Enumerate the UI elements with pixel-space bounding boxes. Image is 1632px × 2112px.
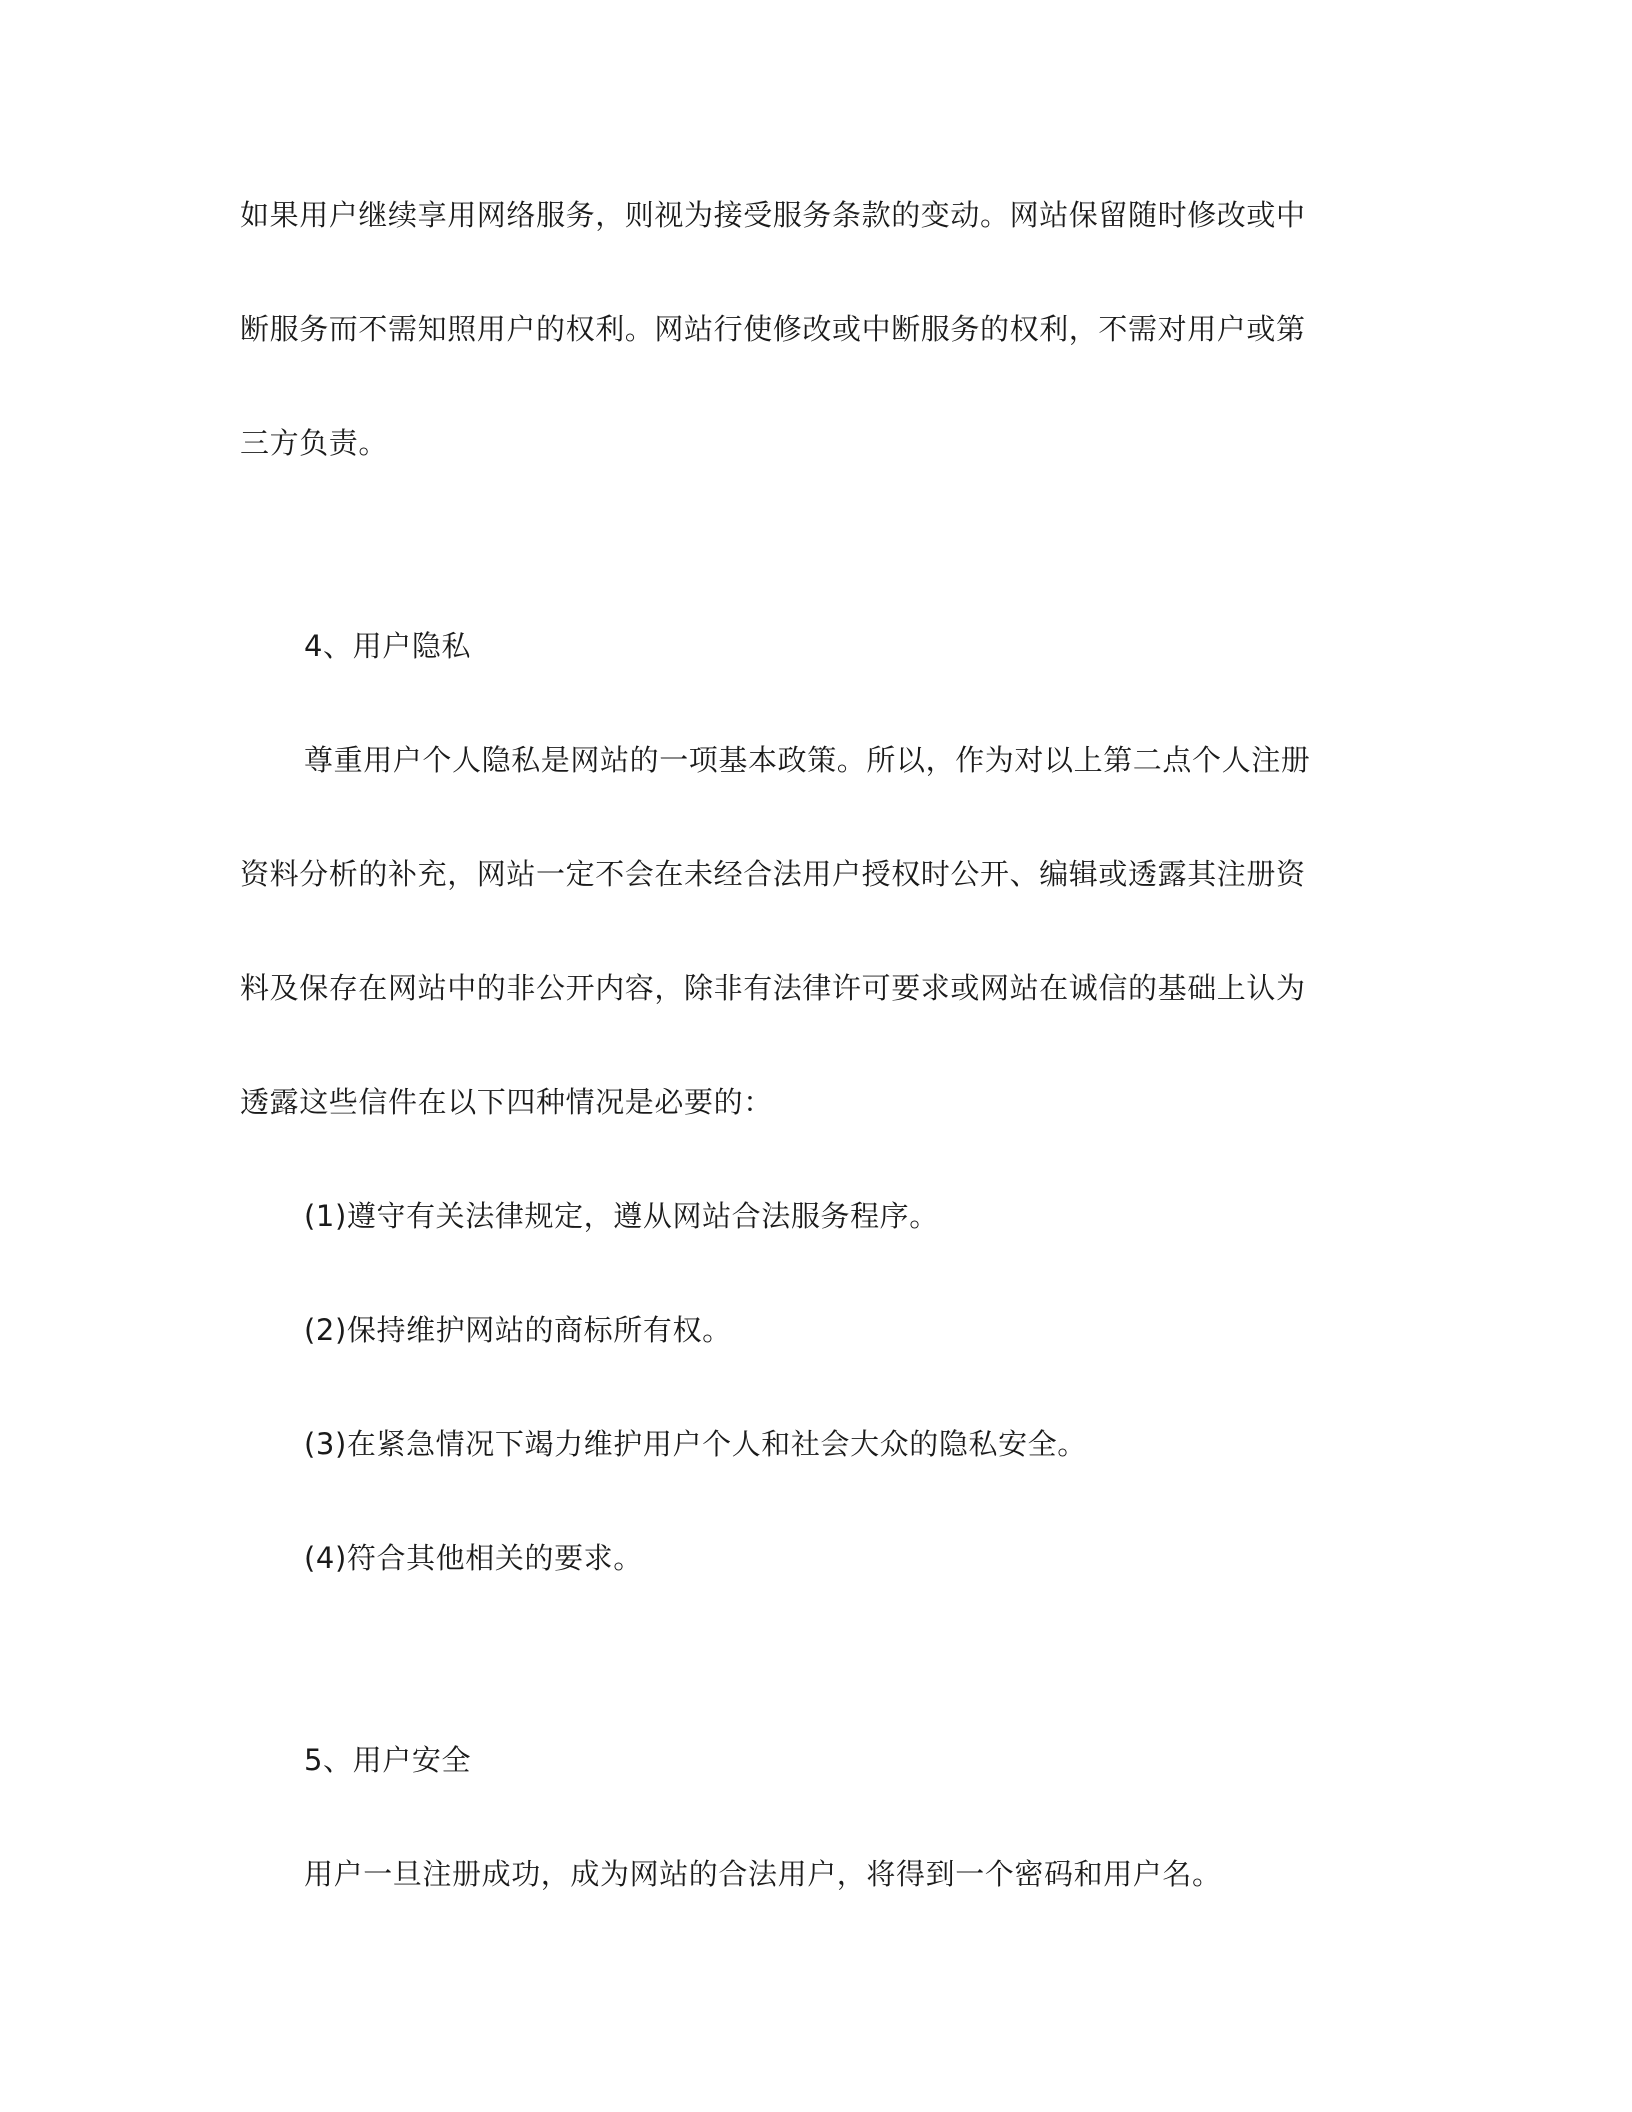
list-item: (1)遵守有关法律规定，遵从网站合法服务程序。 — [304, 1199, 939, 1233]
section-heading: 5、用户安全 — [304, 1743, 472, 1777]
paragraph-line: 三方负责。 — [240, 426, 389, 460]
paragraph-line: 如果用户继续享用网络服务，则视为接受服务条款的变动。网站保留随时修改或中 — [240, 198, 1306, 232]
paragraph-line: 尊重用户个人隐私是网站的一项基本政策。所以，作为对以上第二点个人注册 — [304, 743, 1311, 777]
paragraph-line: 料及保存在网站中的非公开内容，除非有法律许可要求或网站在诚信的基础上认为 — [240, 971, 1306, 1005]
list-item: (2)保持维护网站的商标所有权。 — [304, 1313, 732, 1347]
list-item: (4)符合其他相关的要求。 — [304, 1541, 643, 1575]
paragraph-line: 透露这些信件在以下四种情况是必要的： — [240, 1085, 773, 1119]
list-item: (3)在紧急情况下竭力维护用户个人和社会大众的隐私安全。 — [304, 1427, 1087, 1461]
paragraph-line: 资料分析的补充，网站一定不会在未经合法用户授权时公开、编辑或透露其注册资 — [240, 857, 1306, 891]
paragraph-line: 断服务而不需知照用户的权利。网站行使修改或中断服务的权利，不需对用户或第 — [240, 312, 1306, 346]
paragraph-line: 用户一旦注册成功，成为网站的合法用户，将得到一个密码和用户名。 — [304, 1857, 1222, 1891]
section-heading: 4、用户隐私 — [304, 629, 472, 663]
